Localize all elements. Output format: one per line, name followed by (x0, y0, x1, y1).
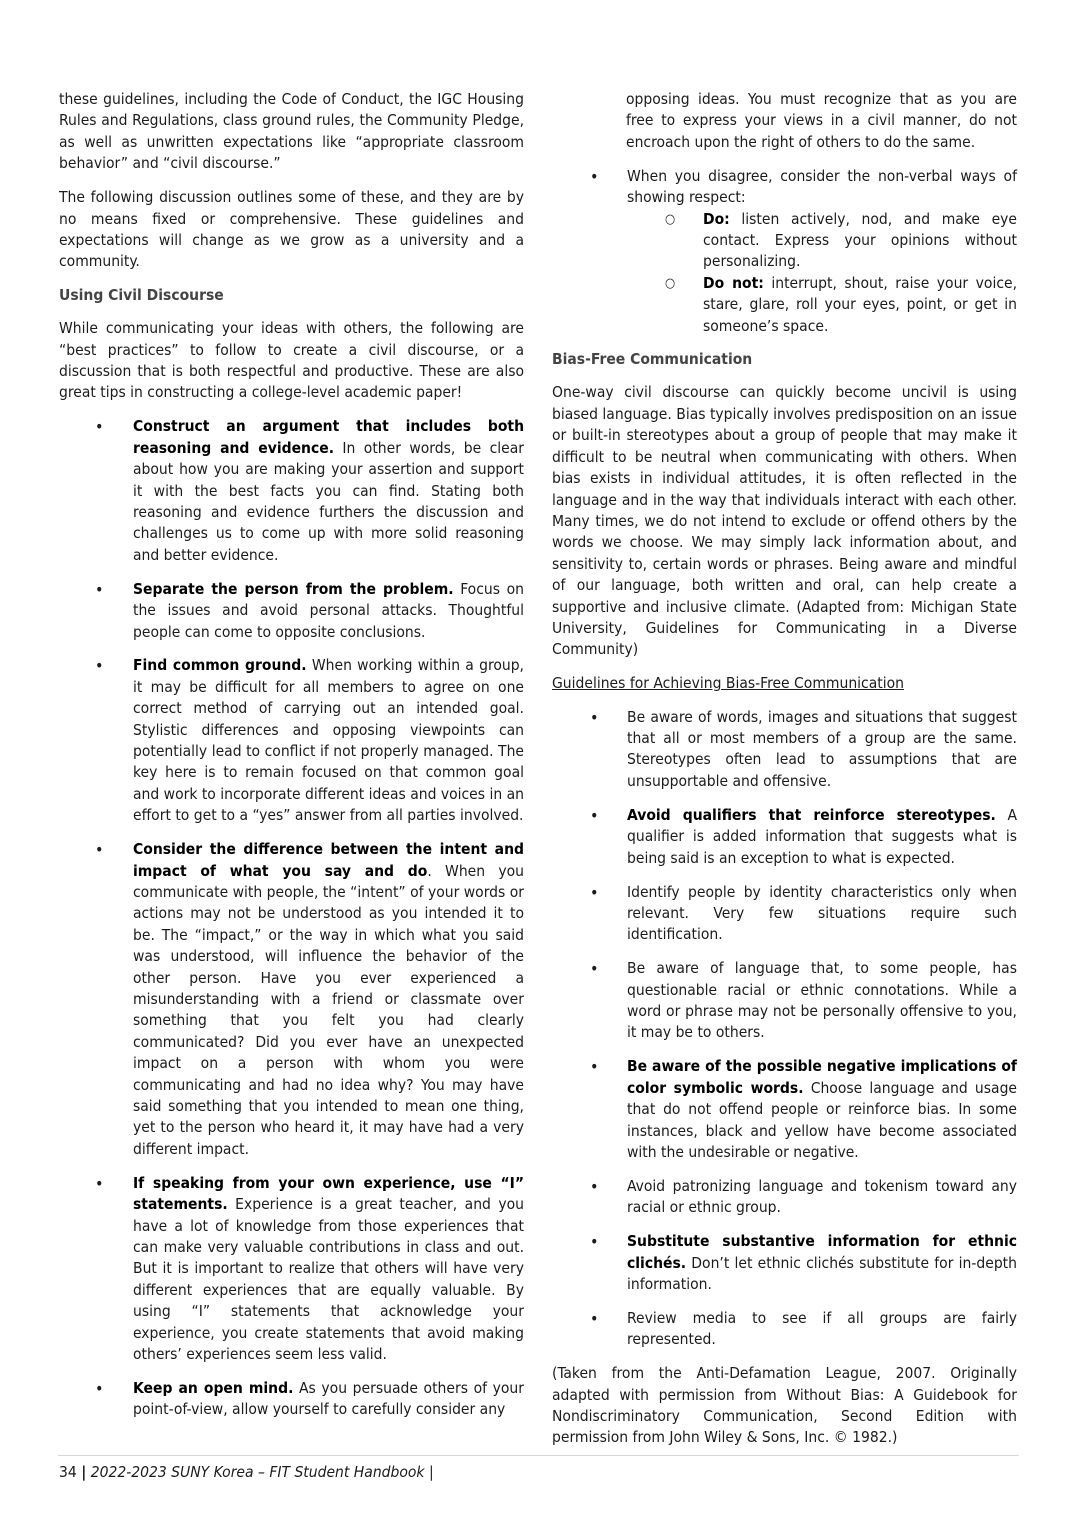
list-item: • Avoid patronizing language and tokenism toward any racial or ethnic group. (552, 1176, 1017, 1219)
bias-guidelines-list (552, 707, 1017, 1351)
continued-bullet-text: opposing ideas. You must recognize that as you are free to express your views in a civil manner, do not encroach upon the right of others to do the same. (626, 90, 1017, 151)
page-footer (59, 1462, 434, 1483)
civil-discourse-heading: Using Civil Discourse (59, 286, 224, 305)
list-item: • Construct an argument that includes both reasoning and evidence. In other words, be clear about how you are making your assertion and support it with the best facts you can find. Stating both reasoning and evidence furthers the discussion and challenges us to come up with more solid reasoning and better evidence. (59, 416, 524, 566)
guidelines-subheading: Guidelines for Achieving Bias-Free Communication (552, 674, 904, 693)
list-item: • Be aware of language that, to some people, has questionable racial or ethnic connotations. While a word or phrase may not be personally offensive to you, it may be to others. (552, 958, 1017, 1044)
right-column (552, 89, 1017, 1461)
intro-paragraph-2: The following discussion outlines some of these, and they are by no means fixed or comprehensive. These guidelines and expectations will change as we grow as a university and a community. (59, 188, 524, 271)
civil-discourse-list (59, 416, 524, 1420)
footer-trailing: | (428, 1463, 434, 1481)
list-item: • Avoid qualifiers that reinforce stereotypes. A qualifier is added information that suggests what is being said is an exception to what is expected. (552, 805, 1017, 869)
list-item: • Consider the difference between the intent and impact of what you say and do. When you communicate with people, the “intent” of your words or actions may not be understood as you intended it to be. The “impact,” or the way in which what you said was understood, will influence the behavior of the other person. Have you ever experienced a misunderstanding with a friend or classmate over something that you felt you had clearly communicated? Did you ever have an unexpected impact on a person with whom you were communicating and had no idea why? You may have said something that you intended to mean one thing, yet to the person who heard it, it may have had a very different impact. (59, 839, 524, 1160)
footer-title: 2022-2023 SUNY Korea – FIT Student Handbook (90, 1463, 425, 1481)
list-item: • Review media to see if all groups are fairly represented. (552, 1308, 1017, 1351)
footer-separator: | (81, 1463, 87, 1481)
intro-paragraph-1: these guidelines, including the Code of Conduct, the IGC Housing Rules and Regulations, class ground rules, the Community Pledge, as well as unwritten expectations like “appropriate classroom behavior” and “civil discourse.” (59, 90, 524, 173)
list-item: • Be aware of words, images and situations that suggest that all or most members of a group are the same. Stereotypes often lead to assumptions that are unsupportable and offensive. (552, 707, 1017, 793)
civil-discourse-intro: While communicating your ideas with others, the following are “best practices” to follow to create a civil discourse, or a discussion that is both respectful and productive. These are also great tips in constructing a college-level academic paper! (59, 319, 524, 402)
bias-paragraph: One-way civil discourse can quickly become uncivil is using biased language. Bias typically involves predisposition on an issue or built-in stereotypes about a group of people that may make it difficult to be neutral when communicating with others. When bias exists in individual attitudes, it is often reflected in the language and in the way that individuals interact with each other. Many times, we do not intend to exclude or offend others by the words we choose. We may simply lack information about, and sensitivity to, certain words or phrases. Being aware and mindful of our language, both written and oral, can help create a supportive and inclusive climate. (Adapted from: Michigan State University, Guidelines for Communicating in a Diverse Community) (552, 383, 1017, 659)
source-paragraph: (Taken from the Anti-Defamation League, 2007. Originally adapted with permission from Without Bias: A Guidebook for Nondiscriminatory Communication, Second Edition with permission from John Wiley & Sons, Inc. © 1982.) (552, 1364, 1017, 1447)
left-column (59, 89, 524, 1433)
list-item: • Find common ground. When working within a group, it may be difficult for all members to agree on one correct method of carrying out an intended goal. Stylistic differences and opposing viewpoints can potentially lead to conflict if not properly managed. The key here is to remain focused on that common goal and work to incorporate different ideas and voices in an effort to get to a “yes” answer from all parties involved. (59, 655, 524, 826)
page-number: 34 (59, 1463, 77, 1481)
list-item: • If speaking from your own experience, use “I” statements. Experience is a great teacher, and you have a lot of knowledge from those experiences that can make very valuable contributions in class and out. But it is important to realize that others will have very different experiences that are equally valuable. By using “I” statements that acknowledge your experience, you create statements that avoid making others’ experiences seem less valid. (59, 1173, 524, 1366)
sub-list-item: ○ Do not: interrupt, shout, raise your voice, stare, glare, roll your eyes, point, or get in someone’s space. (627, 273, 1017, 337)
list-item: • Separate the person from the problem. Focus on the issues and avoid personal attacks. Thoughtful people can come to opposite conclusions. (59, 579, 524, 643)
bias-free-heading: Bias-Free Communication (552, 350, 753, 369)
respect-sub-list (627, 209, 1017, 337)
footer-divider (58, 1455, 1019, 1456)
list-item: • Substitute substantive information for ethnic clichés. Don’t let ethnic clichés substitute for in-depth information. (552, 1231, 1017, 1295)
sub-list-item: ○ Do: listen actively, nod, and make eye contact. Express your opinions without personalizing. (627, 209, 1017, 273)
list-item: • Keep an open mind. As you persuade others of your point-of-view, allow yourself to carefully consider any (59, 1378, 524, 1421)
list-item: • Identify people by identity characteristics only when relevant. Very few situations require such identification. (552, 882, 1017, 946)
list-item: • When you disagree, consider the non-verbal ways of showing respect: ○ Do: listen actively, nod, and make eye contact. Express your opinions without personalizing. ○ Do not: interrupt, shout, raise your voice, stare, glare, roll your eyes, point, or get in someone’s space. (552, 166, 1017, 337)
respect-list (552, 166, 1017, 337)
list-item: • Be aware of the possible negative implications of color symbolic words. Choose language and usage that do not offend people or reinforce bias. In some instances, black and yellow have become associated with the undesirable or negative. (552, 1056, 1017, 1163)
